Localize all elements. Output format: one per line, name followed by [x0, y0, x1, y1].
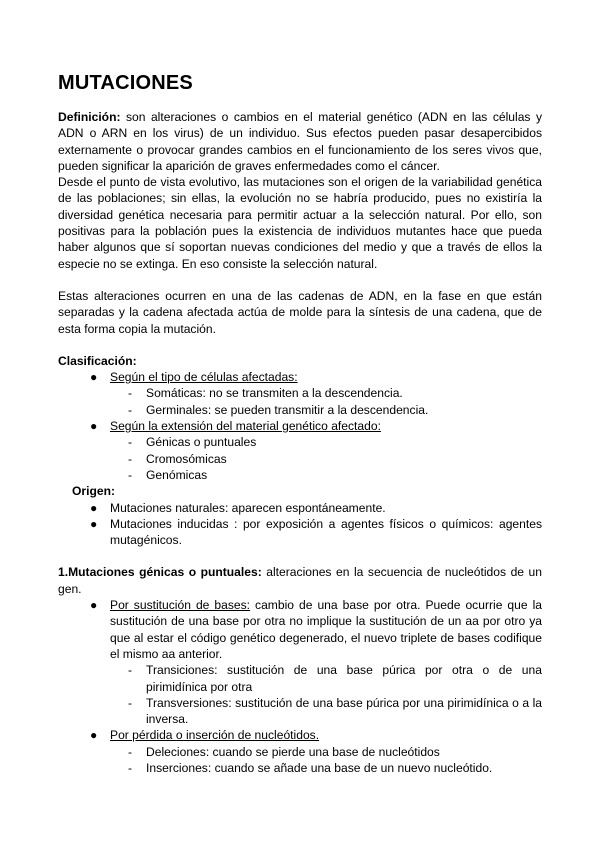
dash-icon: - [128, 467, 133, 482]
classification-heading: Clasificación: [58, 353, 137, 368]
list-item: ● Por pérdida o inserción de nucleótidos. [90, 728, 320, 743]
list-item: ● Según la extensión del material genético afectado: [90, 419, 381, 434]
bullet-icon: ● [90, 419, 98, 434]
definition-paragraph [58, 109, 542, 174]
definition-label: Definición: [58, 110, 121, 124]
dash-icon: - [128, 435, 133, 450]
document-page [58, 70, 542, 776]
alterations-paragraph: Estas alteraciones ocurren en una de las cadenas de ADN, en la fase en que están separadas y la cadena afectada actúa de molde para la síntesis de una cadena, que de esta forma copia la mutación. [58, 288, 542, 336]
list-item: - Genómicas [128, 467, 208, 482]
list-item: - Transiciones: sustitución de una base púrica por otra o de una pirimidínica por otra [128, 663, 542, 694]
dash-icon: - [128, 744, 133, 759]
bullet-icon: ● [90, 728, 98, 743]
bullet-icon: ● [90, 598, 98, 613]
list-item: ● Mutaciones inducidas : por exposición a agentes físicos o químicos: agentes mutagénicos. [90, 516, 542, 548]
list-item: - Cromosómicas [128, 451, 227, 466]
origin-heading: Origen: [72, 484, 116, 499]
bullet-icon: ● [90, 516, 98, 531]
origin-list [58, 500, 542, 549]
list-item: ● Por sustitución de bases: cambio de una base por otra. Puede ocurrie que la sustitución de una base por otra no implique la sustitución de un aa por otro ya que al estar el código genético degenerado, el nuevo triplete de bases codifique el mismo aa anterior. [90, 598, 542, 661]
page-title: MUTACIONES [58, 72, 193, 94]
section1-list [58, 597, 542, 776]
list-item: - Génicas o puntuales [128, 435, 257, 450]
definition-text: son alteraciones o cambios en el material genético (ADN en las células y ADN o ARN en los virus) de un individuo. Sus efectos pueden pasar desapercibidos externamente o provocar grandes cambios en el funcionamiento de los seres vivos que, pueden significar la aparición de graves enfermedades como el cáncer. [58, 110, 542, 173]
section1-heading: 1.Mutaciones génicas o puntuales: [58, 565, 262, 580]
dash-icon: - [128, 760, 133, 775]
list-item: - Deleciones: cuando se pierde una base de nucleótidos [128, 744, 440, 759]
bullet-icon: ● [90, 500, 98, 515]
bullet-icon: ● [90, 370, 98, 385]
dash-icon: - [128, 451, 133, 466]
dash-icon: - [128, 663, 133, 678]
list-item: ● Mutaciones naturales: aparecen espontáneamente. [90, 500, 386, 515]
dash-icon: - [128, 695, 133, 710]
dash-icon: - [128, 386, 133, 401]
list-item: - Inserciones: cuando se añade una base de un nuevo nucleótido. [128, 760, 493, 775]
section1-paragraph: 1.Mutaciones génicas o puntuales: alteraciones en la secuencia de nucleótidos de un gen. [58, 565, 542, 596]
list-item: - Somáticas: no se transmiten a la descendencia. [128, 386, 403, 401]
classification-list [58, 369, 542, 483]
dash-icon: - [128, 402, 133, 417]
list-item: - Transversiones: sustitución de una base púrica por una pirimidínica o a la inversa. [128, 695, 542, 727]
list-item: ● Según el tipo de células afectadas: [90, 370, 298, 385]
evolution-paragraph: Desde el punto de vista evolutivo, las mutaciones son el origen de la variabilidad genética de las poblaciones; sin ellas, la evolución no se habría producido, pues no existiría la diversidad genética necesaria para permitir actuar a la selección natural. Por ello, son positivas para la población pues la existencia de individuos mutantes hace que pueda haber algunos que sí soportan nuevas condiciones del medio y que a través de ellos la especie no se extinga. En eso consiste la selección natural. [58, 175, 542, 271]
list-item: - Germinales: se pueden transmitir a la descendencia. [128, 402, 429, 417]
